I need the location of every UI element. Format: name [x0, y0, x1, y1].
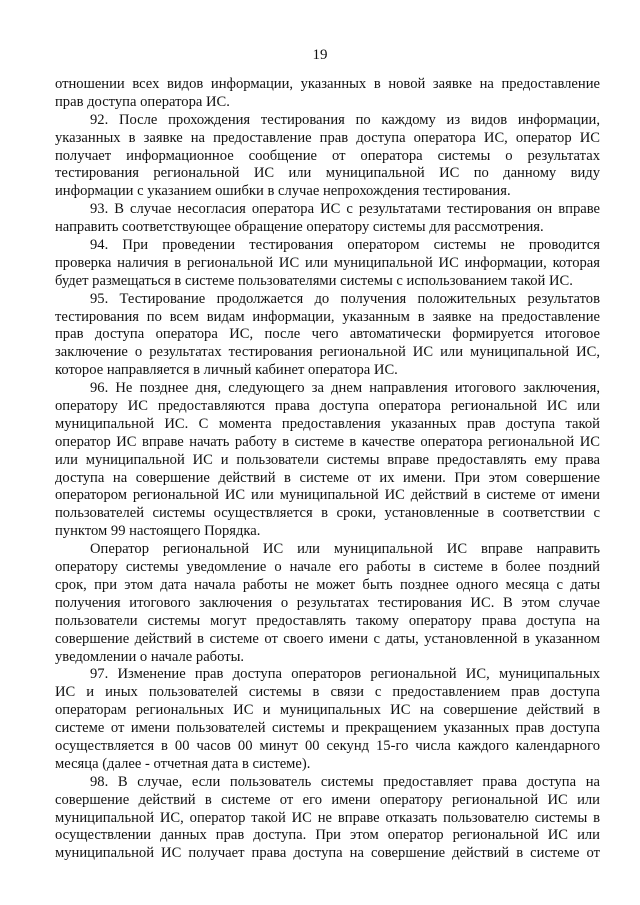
text-line: осуществляется в 00 часов 00 минут 00 секунд 15-го числа каждого календарного: [55, 737, 600, 754]
text-line: операторам региональных ИС и муниципальных ИС на совершение действий в: [55, 702, 600, 719]
text-line: 93. В случае несогласия оператора ИС с результатами тестирования он вправе: [90, 201, 600, 218]
text-line: муниципальной ИС, оператор такой ИС не вправе отказать пользователю системы в: [55, 809, 600, 826]
text-line: оператору системы уведомление о начале его работы в системе в более поздний: [55, 559, 600, 576]
text-line: оператор ИС вправе начать работу в системе в качестве оператора региональной ИС: [55, 433, 600, 450]
text-line: срок, при этом дата начала работы не может быть позднее одного месяца с даты: [55, 576, 600, 593]
text-line: информации с указанием ошибки в случае непрохождения тестирования.: [55, 183, 511, 200]
text-line: получает информационное сообщение от оператора системы о результатах: [55, 147, 600, 164]
text-line: муниципальной ИС получает права доступа на совершение действий в системе от: [55, 845, 600, 862]
text-line: прав доступа оператора ИС, после чего автоматически формируется итоговое: [55, 326, 600, 343]
text-line: тестирования по всем видам информации, указанным в заявке на предоставление: [55, 308, 600, 325]
text-line: 97. Изменение прав доступа операторов региональной ИС, муниципальных: [90, 666, 600, 683]
text-line: отношении всех видов информации, указанных в новой заявке на предоставление: [55, 76, 600, 92]
text-line: совершение действий в системе от его имени оператору региональной ИС или: [55, 791, 600, 808]
text-line: Оператор региональной ИС или муниципальной ИС вправе направить: [90, 541, 600, 558]
text-line: проверка наличия в региональной ИС или муниципальной ИС информации, которая: [55, 254, 600, 271]
text-line: направить соответствующее обращение оператору системы для рассмотрения.: [55, 219, 544, 236]
text-line: получения итогового заключения о результатах тестирования ИС. В этом случае: [55, 594, 600, 611]
text-line: 94. При проведении тестирования оператором системы не проводится: [90, 237, 600, 254]
text-line: заключение о результатах тестирования региональной ИС или муниципальной ИС,: [55, 344, 600, 361]
text-line: указанных в заявке на предоставление прав доступа оператора ИС, оператор ИС: [55, 129, 600, 146]
text-line: пунктом 99 настоящего Порядка.: [55, 523, 261, 540]
text-line: 96. Не позднее дня, следующего за днем направления итогового заключения,: [90, 380, 600, 397]
text-line: тестирования региональной ИС или муниципальной ИС по данному виду: [55, 165, 600, 182]
page-number: 19: [312, 47, 328, 63]
text-line: ИС и иных пользователей системы в связи с предоставлением прав доступа: [55, 684, 600, 701]
text-line: уведомлении о начале работы.: [55, 648, 245, 665]
text-line: месяца (далее - отчетная дата в системе).: [55, 755, 311, 772]
text-line: которое направляется в личный кабинет оператора ИС.: [55, 362, 398, 379]
text-line: 95. Тестирование продолжается до получения положительных результатов: [90, 290, 600, 307]
text-line: 98. В случае, если пользователь системы предоставляет права доступа на: [90, 773, 600, 790]
text-line: системе от имени пользователей системы и прекращением указанных прав доступа: [55, 720, 600, 737]
text-line: осуществлении данных прав доступа. При этом оператор региональной ИС или: [55, 827, 600, 844]
text-line: пользователи системы могут предоставлять такому оператору права доступа на: [55, 612, 600, 629]
document-body: [55, 76, 600, 863]
text-line: 92. После прохождения тестирования по каждому из видов информации,: [90, 111, 600, 128]
text-line: прав доступа оператора ИС.: [55, 93, 230, 110]
text-line: оператором региональной ИС или муниципальной ИС действий в системе от имени: [55, 487, 600, 504]
text-line: доступа на совершение действий в системе от их имени. При этом совершение: [55, 469, 600, 486]
text-line: пользователей системы осуществляется в сроки, установленные в соответствии с: [55, 505, 600, 522]
text-line: будет размещаться в системе пользователями системы с использованием такой ИС.: [55, 272, 573, 289]
text-line: совершение действий в системе от своего имени с даты, установленной в указанном: [55, 630, 600, 647]
text-line: или муниципальной ИС и пользователи системы вправе предоставлять ему права: [55, 451, 600, 468]
text-line: муниципальной ИС. С момента предоставления указанных прав доступа такой: [55, 415, 600, 432]
text-line: оператору ИС предоставляются права доступа оператора региональной ИС или: [55, 398, 600, 415]
